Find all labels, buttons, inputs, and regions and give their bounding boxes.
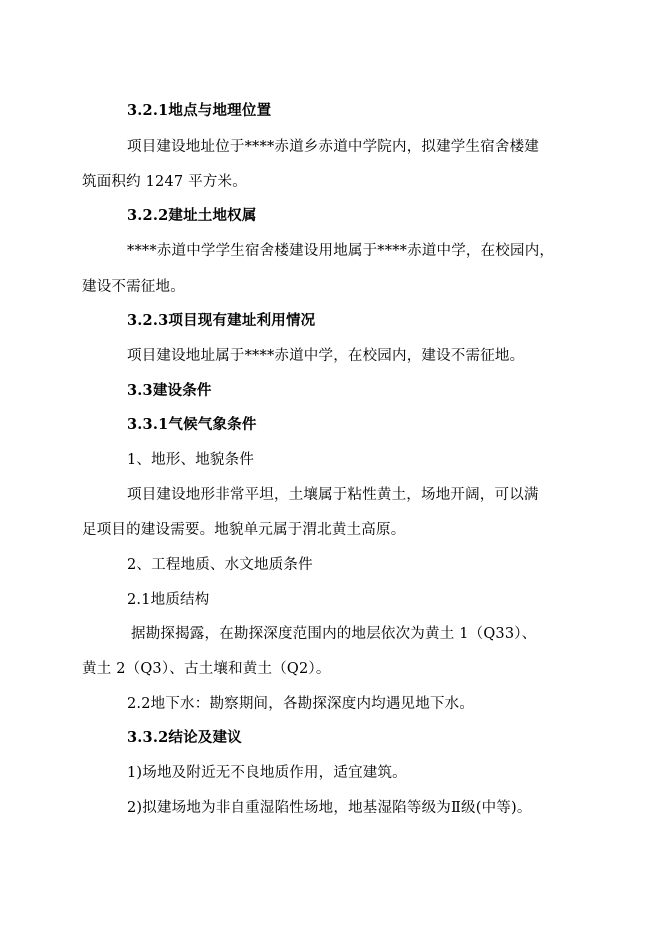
paragraph-line: 筑面积约 1247 平方米。: [82, 174, 247, 190]
heading-3-2-2: 3.2.2建址土地权属: [127, 207, 257, 224]
list-item: 1、地形、地貌条件: [127, 452, 255, 468]
paragraph-line: 项目建设地址属于****赤道中学，在校园内，建设不需征地。: [127, 348, 525, 364]
paragraph-line: 项目建设地址位于****赤道乡赤道中学院内，拟建学生宿舍楼建: [127, 139, 539, 155]
heading-3-2-1: 3.2.1地点与地理位置: [127, 102, 272, 119]
paragraph-line: 据勘探揭露，在勘探深度范围内的地层依次为黄土 1（Q33）、: [131, 626, 537, 642]
paragraph-line: 2.2地下水：勘察期间，各勘探深度内均遇见地下水。: [127, 696, 475, 712]
list-item: 1)场地及附近无不良地质作用，适宜建筑。: [127, 765, 407, 781]
heading-3-3-1: 3.3.1气候气象条件: [127, 416, 257, 433]
heading-3-3-2: 3.3.2结论及建议: [127, 729, 242, 746]
list-item: 2、工程地质、水文地质条件: [127, 557, 313, 573]
heading-3-2-3: 3.2.3项目现有建址利用情况: [127, 312, 316, 329]
subsection-title: 2.1地质结构: [127, 592, 210, 608]
paragraph-line: 建设不需征地。: [82, 279, 185, 295]
paragraph-line: 黄土 2（Q3）、古土壤和黄土（Q2）。: [82, 661, 331, 677]
paragraph-line: ****赤道中学学生宿舍楼建设用地属于****赤道中学，在校园内，: [127, 243, 555, 259]
paragraph-line: 项目建设地形非常平坦，土壤属于粘性黄土，场地开阔，可以满: [127, 487, 539, 503]
list-item: 2)拟建场地为非自重湿陷性场地，地基湿陷等级为Ⅱ级(中等)。: [127, 800, 532, 816]
heading-3-3: 3.3建设条件: [127, 382, 212, 399]
paragraph-line: 足项目的建设需要。地貌单元属于渭北黄土高原。: [82, 522, 406, 538]
